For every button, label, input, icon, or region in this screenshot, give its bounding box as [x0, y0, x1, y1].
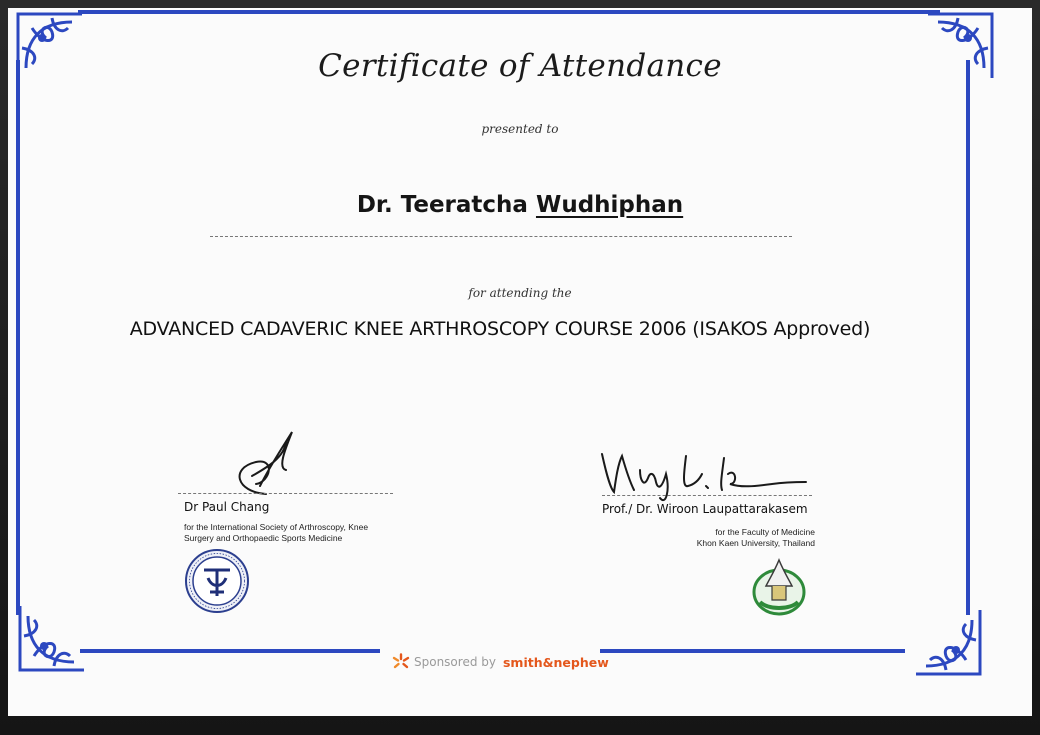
- sponsor-line: [392, 652, 609, 672]
- sponsor-star-logo-icon: [392, 653, 410, 671]
- left-signatory-name: Dr Paul Chang: [184, 500, 270, 514]
- recipient-last-name: Wudhiphan: [535, 192, 684, 218]
- left-org-line-2: Surgery and Orthopaedic Sports Medicine: [184, 533, 343, 543]
- border-line-bottom-right: [600, 649, 905, 653]
- corner-ornament-bottom-left-icon: [14, 596, 94, 676]
- left-signature-icon: [226, 428, 306, 500]
- sponsored-by-label: Sponsored by: [414, 655, 496, 669]
- right-signatory-name: Prof./ Dr. Wiroon Laupattarakasem: [602, 502, 808, 516]
- right-signatory-organization: [640, 527, 815, 549]
- right-org-line-2: Khon Kaen University, Thailand: [696, 538, 815, 548]
- certificate-paper: [8, 8, 1032, 716]
- right-signature-line: [602, 495, 812, 496]
- khon-kaen-university-seal-icon: [752, 556, 806, 616]
- right-signature-icon: [596, 448, 811, 508]
- border-line-bottom-left: [80, 649, 380, 653]
- border-line-top: [78, 10, 940, 14]
- recipient-dotted-line: [210, 236, 792, 237]
- left-signature-line: [178, 493, 393, 494]
- certificate-title: Certificate of Attendance: [318, 48, 722, 84]
- recipient-first-name: Dr. Teeratcha: [356, 192, 528, 218]
- course-title: ADVANCED CADAVERIC KNEE ARTHROSCOPY COURSE 2006 (ISAKOS Approved): [129, 318, 871, 340]
- left-org-line-1: for the International Society of Arthroscopy, Knee: [184, 522, 369, 532]
- corner-ornament-bottom-right-icon: [906, 600, 986, 680]
- right-org-line-1: for the Faculty of Medicine: [715, 527, 815, 537]
- for-attending-label: for attending the: [468, 286, 572, 300]
- sponsor-brand: smith&nephew: [502, 654, 609, 670]
- presented-to-label: presented to: [481, 122, 559, 136]
- recipient-name: [0, 192, 1040, 218]
- isakos-seal-icon: [184, 548, 250, 614]
- left-signatory-organization: [184, 522, 414, 544]
